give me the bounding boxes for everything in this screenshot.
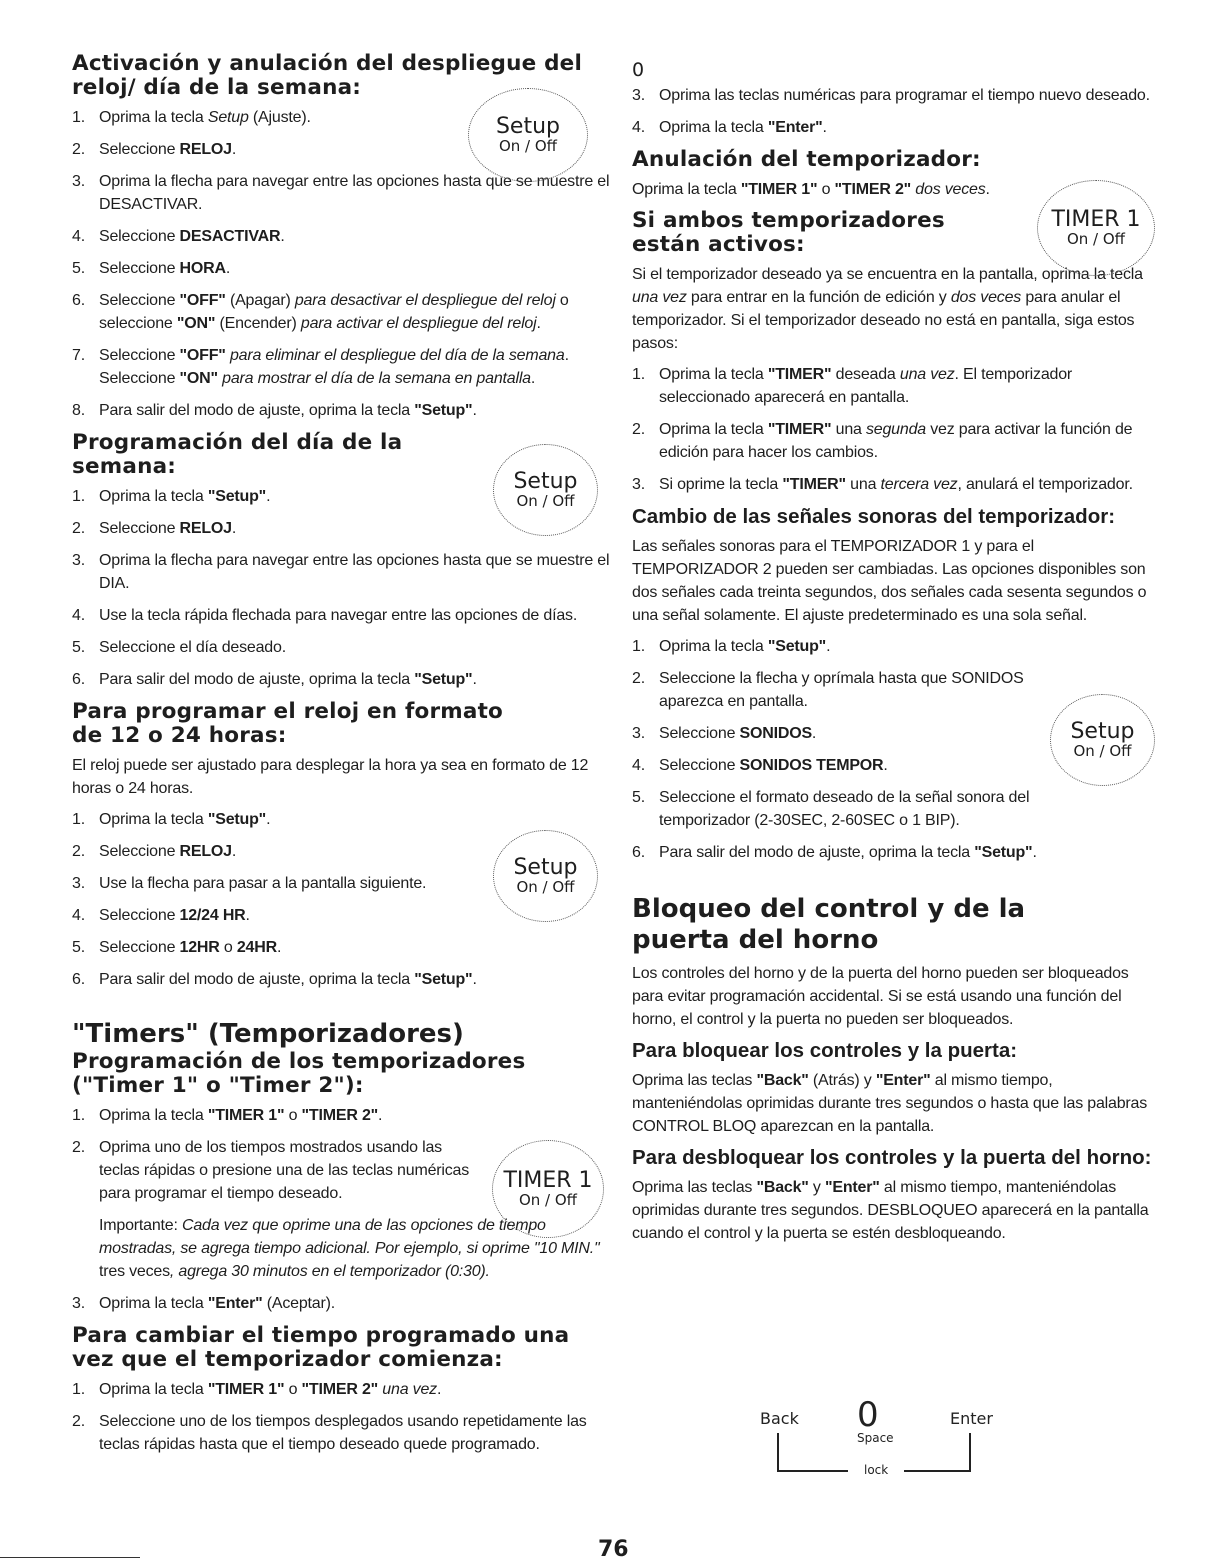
text-run: Para salir del modo de ajuste, oprima la tecla: [99, 971, 415, 988]
text-run: Oprima la tecla: [659, 366, 768, 383]
step-number: 2.: [632, 670, 645, 687]
emphasis-run: "OFF": [179, 292, 226, 309]
text-run: Seleccione: [99, 292, 180, 309]
step-text: [99, 939, 281, 956]
both-timers-heading: Si ambos temporizadores están activos:: [632, 208, 945, 257]
step-text: [659, 844, 1037, 861]
emphasis-run: HORA: [179, 260, 226, 277]
text-run: Oprima la flecha para navegar entre las opciones hasta que se muestre el DIA.: [99, 552, 610, 592]
text-run: .: [826, 638, 831, 655]
step-text: [659, 421, 1132, 461]
text-run: , anulará el temporizador.: [957, 476, 1133, 493]
text-run: Si oprime la tecla: [659, 476, 783, 493]
text-run: Seleccione: [99, 228, 180, 245]
text-run: Oprima la tecla: [99, 811, 208, 828]
sounds-steps: [632, 635, 1072, 864]
text-run: Para salir del modo de ajuste, oprima la tecla: [659, 844, 975, 861]
text-run: al mismo tiempo, manteniéndolas oprimidas durante tres segundos. DESBLOQUEO aparecerá en la pantalla cuando el control y la puerta se estén desbloqueando.: [632, 1179, 1149, 1242]
step-number: 6.: [632, 844, 645, 861]
emphasis-run: dos veces: [950, 289, 1022, 306]
text-run: .: [436, 1381, 442, 1398]
enter-key-label: Enter: [950, 1409, 993, 1428]
emphasis-run: "TIMER 1": [207, 1107, 285, 1124]
lock-intro: Los controles del horno y de la puerta del horno pueden ser bloqueados para evitar programación accidental. Si se está usando una función del horno, el control y la puerta no pueden ser bloqueados.: [632, 965, 1129, 1028]
step-item: [72, 289, 612, 335]
text-run: Seleccione: [99, 520, 180, 537]
unlock-controls-heading: Para desbloquear los controles y la puerta del horno:: [632, 1146, 1152, 1169]
change-timer-heading: Para cambiar el tiempo programado una vez que el temporizador comienza:: [72, 1323, 570, 1372]
step-number: 1.: [72, 1381, 85, 1398]
step-text: [659, 725, 816, 742]
text-run: Oprima las teclas: [632, 1072, 757, 1089]
text-run: .: [280, 228, 285, 245]
emphasis-run: "Enter": [824, 1179, 880, 1196]
emphasis-run: "Enter": [207, 1295, 263, 1312]
text-run: Oprima la tecla: [99, 1381, 208, 1398]
step-text: [99, 1413, 587, 1453]
step-text: [659, 119, 827, 136]
text-run: Oprima la tecla: [659, 421, 768, 438]
text-run: y: [808, 1179, 825, 1196]
step-item: [72, 936, 612, 959]
text-run: Oprima la tecla: [99, 488, 208, 505]
step-item: [72, 1292, 612, 1315]
text-run: .: [266, 811, 271, 828]
text-run: Seleccione: [99, 843, 180, 860]
emphasis-run: Setup: [207, 109, 249, 126]
step-text: [99, 1107, 382, 1124]
text-run: una: [831, 421, 866, 438]
emphasis-run: SONIDOS: [739, 725, 812, 742]
emphasis-run: "Setup": [207, 488, 267, 505]
text-run: Oprima la tecla: [659, 119, 768, 136]
step-item: [72, 399, 612, 422]
emphasis-run: , agrega 30 minutos en el temporizador (0:30).: [169, 1263, 490, 1280]
emphasis-run: "ON": [176, 315, 216, 332]
text-run: para entrar en la función de edición y: [686, 289, 951, 306]
emphasis-run: "Setup": [414, 671, 473, 688]
text-run: (Aceptar).: [262, 1295, 336, 1312]
step-number: 5.: [632, 789, 645, 806]
text-run: (Apagar): [225, 292, 295, 309]
change-timer-steps-cont: [632, 84, 1160, 139]
text-run: Seleccione: [99, 939, 180, 956]
step-item: [72, 344, 612, 390]
text-run: .: [472, 671, 477, 688]
step-text: [99, 141, 236, 158]
emphasis-run: "Back": [756, 1072, 809, 1089]
step-text: [99, 520, 236, 537]
step-number: 1.: [632, 638, 645, 655]
text-run: .: [811, 725, 817, 742]
step-number: 3.: [632, 87, 645, 104]
text-run: vez para activar la función de edición para hacer los cambios.: [659, 421, 1133, 461]
lock-keys-diagram: [744, 1395, 1004, 1480]
text-run: Importante:: [99, 1217, 178, 1234]
text-run: .: [231, 520, 237, 537]
text-run: o: [284, 1381, 302, 1398]
setup-key-icon: Setup On / Off: [468, 88, 588, 182]
emphasis-run: tercera vez: [880, 476, 958, 493]
text-run: Seleccione: [99, 907, 180, 924]
text-run: Seleccione: [659, 725, 740, 742]
text-run: una: [845, 476, 881, 493]
step-number: 3.: [72, 1295, 85, 1312]
emphasis-run: "Enter": [767, 119, 823, 136]
emphasis-run: dos veces: [915, 181, 986, 198]
step-number: 1.: [72, 109, 85, 126]
emphasis-run: "Setup": [767, 638, 827, 655]
step-item: [632, 473, 1160, 496]
text-run: .: [231, 141, 237, 158]
emphasis-run: "ON": [179, 370, 218, 387]
step-number: 2.: [72, 520, 85, 537]
step-text: [99, 907, 250, 924]
emphasis-run: "TIMER 1": [740, 181, 818, 198]
step-text: [99, 639, 286, 656]
weekday-heading: Programación del día de la semana:: [72, 430, 403, 479]
emphasis-run: SONIDOS TEMPOR: [739, 757, 884, 774]
step-item: [72, 636, 612, 659]
text-run: .: [231, 843, 237, 860]
text-run: Oprima la tecla: [659, 638, 768, 655]
text-run: Oprima la tecla: [99, 1107, 208, 1124]
step-item: [72, 1378, 612, 1401]
step-text: [99, 488, 270, 505]
step-text: [99, 292, 569, 332]
emphasis-run: para mostrar el día de la semana en pantalla: [222, 370, 531, 387]
step-item: [72, 1410, 612, 1456]
step-text: [659, 757, 888, 774]
text-run: Use la flecha para pasar a la pantalla siguiente.: [99, 875, 427, 892]
step-item: [632, 841, 1072, 864]
cancel-timer-heading: Anulación del temporizador:: [632, 147, 981, 172]
step-number: 1.: [72, 1107, 85, 1124]
step-item: [632, 418, 1160, 464]
emphasis-run: una vez: [899, 366, 955, 383]
emphasis-run: "TIMER": [767, 421, 832, 438]
setup-key-icon: Setup On / Off: [493, 444, 598, 536]
text-run: Para salir del modo de ajuste, oprima la tecla: [99, 402, 415, 419]
step-number: 8.: [72, 402, 85, 419]
emphasis-run: para activar el despliegue del reloj: [300, 315, 537, 332]
text-run: .: [245, 907, 250, 924]
left-column: [72, 52, 612, 1465]
step-text: [99, 971, 477, 988]
text-run: Oprima la tecla: [99, 109, 208, 126]
emphasis-run: Cada vez que oprime una de las opciones de tiempo mostradas, se agrega tiempo adicional. Por ejemplo, si oprime "10 MIN.": [99, 1217, 600, 1257]
step-item: [72, 968, 612, 991]
step-number: 3.: [632, 476, 645, 493]
emphasis-run: "Setup": [974, 844, 1033, 861]
both-timers-steps: [632, 363, 1160, 496]
emphasis-run: 24HR: [236, 939, 277, 956]
emphasis-run: RELOJ: [179, 843, 232, 860]
step-item: [632, 786, 1072, 832]
text-run: deseada: [831, 366, 900, 383]
step-text: [99, 607, 577, 624]
emphasis-run: para desactivar el despliegue del reloj: [294, 292, 556, 309]
text-run: Oprima la flecha para navegar entre las opciones hasta que se muestre el DESACTIVAR.: [99, 173, 610, 213]
step-text: [99, 109, 311, 126]
step-number: 2.: [72, 1139, 85, 1156]
text-run: .: [1032, 844, 1037, 861]
unlock-controls-text: [632, 1176, 1160, 1245]
text-run: Seleccione: [99, 141, 180, 158]
step-item: [72, 549, 612, 595]
step-number: 6.: [72, 971, 85, 988]
text-run: .: [985, 181, 990, 198]
text-run: .: [822, 119, 827, 136]
step-number: 1.: [72, 811, 85, 828]
sounds-heading: Cambio de las señales sonoras del temporizador:: [632, 505, 1116, 528]
text-run: Seleccione: [99, 347, 180, 364]
text-run: (Ajuste).: [248, 109, 311, 126]
step-text: [99, 402, 477, 419]
step-number: 5.: [72, 939, 85, 956]
text-run: tres veces: [99, 1263, 170, 1280]
step-item: [632, 84, 1160, 107]
timers-steps: [72, 1104, 472, 1205]
timer1-key-icon: TIMER 1 On / Off: [492, 1140, 604, 1238]
lock-heading: Bloqueo del control y de la puerta del horno: [632, 894, 1026, 955]
text-run: .: [472, 971, 477, 988]
lock-controls-heading: Para bloquear los controles y la puerta:: [632, 1039, 1018, 1062]
timers-heading: "Timers" (Temporizadores): [72, 1019, 464, 1049]
emphasis-run: RELOJ: [179, 520, 232, 537]
text-run: para anular el temporizador. Si el temporizador deseado no está en pantalla, siga estos pasos:: [632, 289, 1135, 352]
text-run: o: [284, 1107, 302, 1124]
step-item: [632, 116, 1160, 139]
step-item: [72, 668, 612, 691]
emphasis-run: 12HR: [179, 939, 220, 956]
text-run: o seleccione: [99, 292, 569, 332]
setup-key-icon: Setup On / Off: [1050, 694, 1155, 786]
step-item: [72, 1104, 472, 1127]
emphasis-run: "Enter": [875, 1072, 931, 1089]
step-item: [632, 722, 1072, 745]
step-item: [72, 225, 612, 248]
step-number: 1.: [72, 488, 85, 505]
stray-zero: 0: [632, 59, 645, 81]
text-run: (Atrás) y: [808, 1072, 876, 1089]
zero-key-label: 0: [857, 1395, 879, 1435]
emphasis-run: "TIMER": [767, 366, 832, 383]
step-number: 4.: [72, 907, 85, 924]
step-text: [99, 1295, 335, 1312]
text-run: Seleccione uno de los tiempos desplegados usando repetidamente las teclas rápidas hasta que el tiempo deseado quede programado.: [99, 1413, 587, 1453]
step-text: [99, 347, 569, 387]
step-text: [659, 670, 1024, 710]
text-run: . Seleccione: [99, 347, 569, 387]
emphasis-run: "OFF": [179, 347, 226, 364]
lock-label: lock: [864, 1463, 889, 1477]
emphasis-run: "Setup": [414, 971, 473, 988]
step-number: 6.: [72, 292, 85, 309]
timers-subheading: Programación de los temporizadores ("Timer 1" o "Timer 2"):: [72, 1049, 526, 1098]
step-number: 4.: [632, 119, 645, 136]
step-number: 4.: [72, 607, 85, 624]
text-run: Oprima la tecla: [99, 1295, 208, 1312]
text-run: .: [378, 1107, 383, 1124]
setup-key-icon: Setup On / Off: [493, 830, 598, 922]
lock-controls-text: [632, 1069, 1160, 1138]
emphasis-run: "TIMER 1": [207, 1381, 285, 1398]
format-heading: Para programar el reloj en formato de 12 o 24 horas:: [72, 699, 504, 748]
text-run: (Encender): [215, 315, 301, 332]
lock-bracket-lines: [744, 1405, 1004, 1480]
emphasis-run: segunda: [865, 421, 926, 438]
step-item: [632, 754, 1072, 777]
step-number: 1.: [632, 366, 645, 383]
step-text: [99, 843, 236, 860]
back-key-label: Back: [760, 1409, 799, 1428]
text-run: Si el temporizador deseado ya se encuentra en la pantalla, oprima la tecla: [632, 266, 1143, 283]
text-run: o: [219, 939, 237, 956]
text-run: .: [883, 757, 888, 774]
text-run: .: [472, 402, 477, 419]
step-number: 4.: [632, 757, 645, 774]
text-run: Seleccione la flecha y oprímala hasta que SONIDOS aparezca en pantalla.: [659, 670, 1024, 710]
space-key-label: Space: [857, 1431, 894, 1445]
text-run: al mismo tiempo, manteniéndolas oprimidas durante tres segundos o hasta que las palabras CONTROL BLOQ aparezcan en la pantalla.: [632, 1072, 1148, 1135]
sounds-intro: Las señales sonoras para el TEMPORIZADOR 1 y para el TEMPORIZADOR 2 pueden ser cambiadas. Las opciones disponibles son dos señales cada treinta segundos, dos señales cada sesenta segundos o una señal solamente. El ajuste predeterminado es una sola señal.: [632, 538, 1147, 624]
text-run: .: [536, 315, 541, 332]
step-number: 6.: [72, 671, 85, 688]
step-item: [72, 604, 612, 627]
text-run: Oprima la tecla: [632, 181, 741, 198]
step-number: 3.: [72, 552, 85, 569]
emphasis-run: una vez: [382, 1381, 437, 1398]
step-number: 2.: [632, 421, 645, 438]
change-timer-steps: [72, 1378, 612, 1456]
text-run: o: [817, 181, 835, 198]
text-run: .: [266, 488, 271, 505]
step-number: 5.: [72, 260, 85, 277]
text-run: Seleccione: [659, 757, 740, 774]
step-text: [99, 552, 609, 592]
step-item: [632, 667, 1072, 713]
text-run: Use la tecla rápida flechada para navegar entre las opciones de días.: [99, 607, 578, 624]
step-text: [659, 789, 1029, 829]
step-text: [99, 875, 426, 892]
timer1-key-icon: TIMER 1 On / Off: [1037, 180, 1155, 276]
text-run: Seleccione el día deseado.: [99, 639, 286, 656]
emphasis-run: 12/24 HR: [179, 907, 246, 924]
text-run: Oprima uno de los tiempos mostrados usando las teclas rápidas o presione una de las teclas numéricas para programar el tiempo deseado.: [99, 1139, 470, 1202]
format-intro: El reloj puede ser ajustado para desplegar la hora ya sea en formato de 12 horas o 24 horas.: [72, 757, 589, 797]
text-run: .: [225, 260, 231, 277]
step-text: [99, 811, 270, 828]
step-text: [99, 228, 285, 245]
step-item: [72, 1136, 472, 1205]
step-number: 2.: [72, 843, 85, 860]
timers-steps-b: [72, 1292, 612, 1315]
text-run: . El temporizador seleccionado aparecerá en pantalla.: [659, 366, 1073, 406]
emphasis-run: "Back": [756, 1179, 809, 1196]
emphasis-run: para eliminar el despliegue del día de la semana: [229, 347, 565, 364]
step-text: [659, 87, 1150, 104]
step-text: [659, 638, 830, 655]
step-text: [99, 260, 230, 277]
emphasis-run: "TIMER 2": [301, 1381, 379, 1398]
text-run: .: [530, 370, 536, 387]
step-number: 7.: [72, 347, 85, 364]
clock-display-heading: Activación y anulación del despliegue del reloj/ día de la semana:: [72, 51, 583, 100]
emphasis-run: "Setup": [414, 402, 473, 419]
step-item: [72, 257, 612, 280]
step-number: 3.: [72, 875, 85, 892]
emphasis-run: RELOJ: [179, 141, 232, 158]
step-text: [99, 671, 477, 688]
emphasis-run: "TIMER 2": [301, 1107, 379, 1124]
page-number: 76: [598, 1537, 629, 1562]
step-number: 2.: [72, 141, 85, 158]
text-run: .: [276, 939, 282, 956]
emphasis-run: "TIMER 2": [834, 181, 912, 198]
step-number: 5.: [72, 639, 85, 656]
footer-rule: [0, 1557, 140, 1558]
text-run: Oprima las teclas numéricas para programar el tiempo nuevo deseado.: [659, 87, 1150, 104]
text-run: Seleccione: [99, 260, 180, 277]
emphasis-run: "Setup": [207, 811, 267, 828]
text-run: Oprima las teclas: [632, 1179, 757, 1196]
text-run: Para salir del modo de ajuste, oprima la tecla: [99, 671, 415, 688]
step-text: [659, 366, 1072, 406]
step-item: [632, 635, 1072, 658]
step-item: [72, 808, 612, 831]
emphasis-run: "TIMER": [782, 476, 846, 493]
step-text: [99, 1139, 469, 1202]
step-number: 3.: [632, 725, 645, 742]
step-number: 2.: [72, 1413, 85, 1430]
both-timers-intro: [632, 263, 1160, 355]
step-text: [99, 1381, 441, 1398]
step-text: [659, 476, 1133, 493]
step-item: [632, 363, 1160, 409]
text-run: Seleccione el formato deseado de la señal sonora del temporizador (2-30SEC, 2-60SEC o 1 BIP).: [659, 789, 1030, 829]
step-number: 3.: [72, 173, 85, 190]
emphasis-run: una vez: [632, 289, 687, 306]
emphasis-run: DESACTIVAR: [179, 228, 281, 245]
step-number: 4.: [72, 228, 85, 245]
